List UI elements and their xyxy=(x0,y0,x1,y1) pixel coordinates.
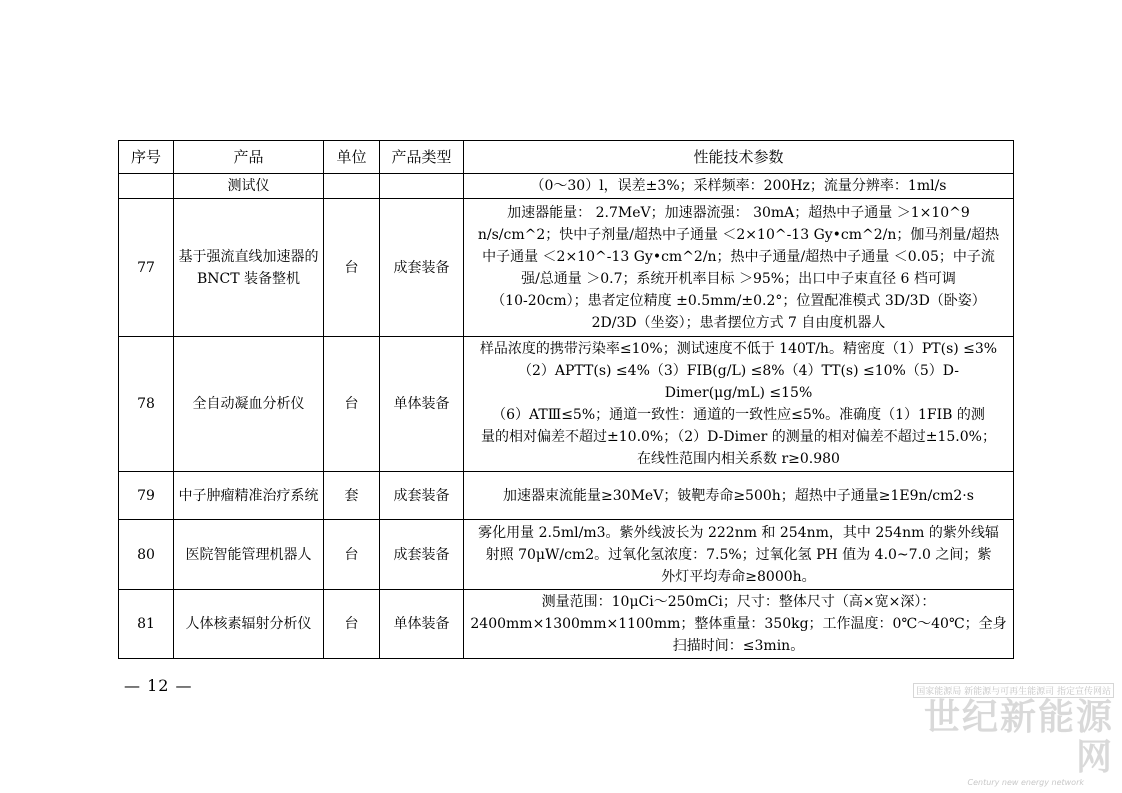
cell-product: 中子肿瘤精准治疗系统 xyxy=(174,472,324,520)
cell-index: 79 xyxy=(119,472,174,520)
cell-type: 成套装备 xyxy=(380,520,464,590)
cell-params xyxy=(464,590,1014,659)
cell-index xyxy=(119,174,174,199)
cell-type: 单体装备 xyxy=(380,337,464,472)
table-row xyxy=(119,337,1014,472)
param-line: 2400mm×1300mm×1100mm；整体重量：350kg；工作温度：0℃～40℃；全身 xyxy=(470,616,1007,632)
cell-product: 全自动凝血分析仪 xyxy=(174,337,324,472)
table-row xyxy=(119,590,1014,659)
watermark-logo xyxy=(904,679,1114,787)
cell-index: 78 xyxy=(119,337,174,472)
param-line: 扫描时间：≤3min。 xyxy=(672,638,805,654)
param-line: 中子通量 ＜2×10^-13 Gy•cm^2/n；热中子通量/超热中子通量 ＜0.05；中子流 xyxy=(482,248,995,265)
cell-unit: 台 xyxy=(324,199,380,337)
cell-unit xyxy=(324,174,380,199)
cell-type: 成套装备 xyxy=(380,472,464,520)
param-line: （6）ATⅢ≤5%；通道一致性：通道的一致性应≤5%。准确度（1）1FIB 的测 xyxy=(492,407,985,423)
cell-product: 基于强流直线加速器的 BNCT 装备整机 xyxy=(174,199,324,337)
param-line: 测量范围：10μCi～250mCi；尺寸：整体尺寸（高×宽×深）： xyxy=(541,594,936,610)
param-line: 在线性范围内相关系数 r≥0.980 xyxy=(637,451,840,467)
cell-type: 成套装备 xyxy=(380,199,464,337)
param-line: 雾化用量 2.5ml/m3。紫外线波长为 222nm 和 254nm，其中 254nm 的紫外线辐 xyxy=(478,524,999,541)
table-row xyxy=(119,520,1014,590)
param-line: 强/总通量 ＞0.7；系统开机率目标 ＞95%；出口中子束直径 6 档可调 xyxy=(521,270,956,287)
cell-index: 81 xyxy=(119,590,174,659)
header-params: 性能技术参数 xyxy=(464,141,1014,174)
table-row xyxy=(119,174,1014,199)
header-index: 序号 xyxy=(119,141,174,174)
param-line: （2）APTT(s) ≤4%（3）FIB(g/L) ≤8%（4）TT(s) ≤10%（5）D-Dimer(μg/mL) ≤15% xyxy=(518,363,959,401)
cell-unit: 台 xyxy=(324,590,380,659)
cell-product: 人体核素辐射分析仪 xyxy=(174,590,324,659)
param-line: 加速器束流能量≥30MeV；铍靶寿命≥500h；超热中子通量≥1E9n/cm2·s xyxy=(503,487,974,504)
param-line: 2D/3D（坐姿）；患者摆位方式 7 自由度机器人 xyxy=(591,314,886,331)
cell-params xyxy=(464,199,1014,337)
param-line: 加速器能量： 2.7MeV；加速器流强： 30mA；超热中子通量 ＞1×10^9 xyxy=(507,204,970,221)
cell-params xyxy=(464,337,1014,472)
cell-params xyxy=(464,472,1014,520)
header-product: 产品 xyxy=(174,141,324,174)
cell-product: 测试仪 xyxy=(174,174,324,199)
watermark-title: 世纪新能源网 xyxy=(923,697,1114,778)
table-header-row xyxy=(119,141,1014,174)
cell-params xyxy=(464,520,1014,590)
cell-unit: 套 xyxy=(324,472,380,520)
table-row xyxy=(119,472,1014,520)
page-number: — 12 — xyxy=(124,676,193,695)
cell-product: 医院智能管理机器人 xyxy=(174,520,324,590)
table-row xyxy=(119,199,1014,337)
cell-index: 80 xyxy=(119,520,174,590)
watermark-tagline: 国家能源局 新能源与可再生能源司 指定宣传网站 xyxy=(913,683,1114,698)
param-line: 样品浓度的携带污染率≤10%；测试速度不低于 140T/h。精密度（1）PT(s) ≤3% xyxy=(479,341,998,357)
watermark-subtitle: Century new energy network xyxy=(967,778,1084,787)
param-line: 量的相对偏差不超过±10.0%；（2）D-Dimer 的测量的相对偏差不超过±15.0%； xyxy=(481,429,996,445)
cell-unit: 台 xyxy=(324,337,380,472)
param-line: n/s/cm^2；快中子剂量/超热中子通量 ＜2×10^-13 Gy•cm^2/n；伽马剂量/超热 xyxy=(477,226,1000,243)
cell-index: 77 xyxy=(119,199,174,337)
cell-params xyxy=(464,174,1014,199)
header-unit: 单位 xyxy=(324,141,380,174)
param-line: 射照 70μW/cm2。过氧化氢浓度：7.5%；过氧化氢 PH 值为 4.0~7.0 之间；紫 xyxy=(485,546,992,563)
cell-type xyxy=(380,174,464,199)
cell-type: 单体装备 xyxy=(380,590,464,659)
spec-table xyxy=(118,140,1014,659)
param-line: （10-20cm）；患者定位精度 ±0.5mm/±0.2°；位置配准模式 3D/3D（卧姿） xyxy=(491,292,986,309)
header-type: 产品类型 xyxy=(380,141,464,174)
param-line: 外灯平均寿命≥8000h。 xyxy=(661,568,816,585)
cell-unit: 台 xyxy=(324,520,380,590)
param-line: （0～30）l，误差±3%；采样频率：200Hz；流量分辨率：1ml/s xyxy=(530,178,947,194)
